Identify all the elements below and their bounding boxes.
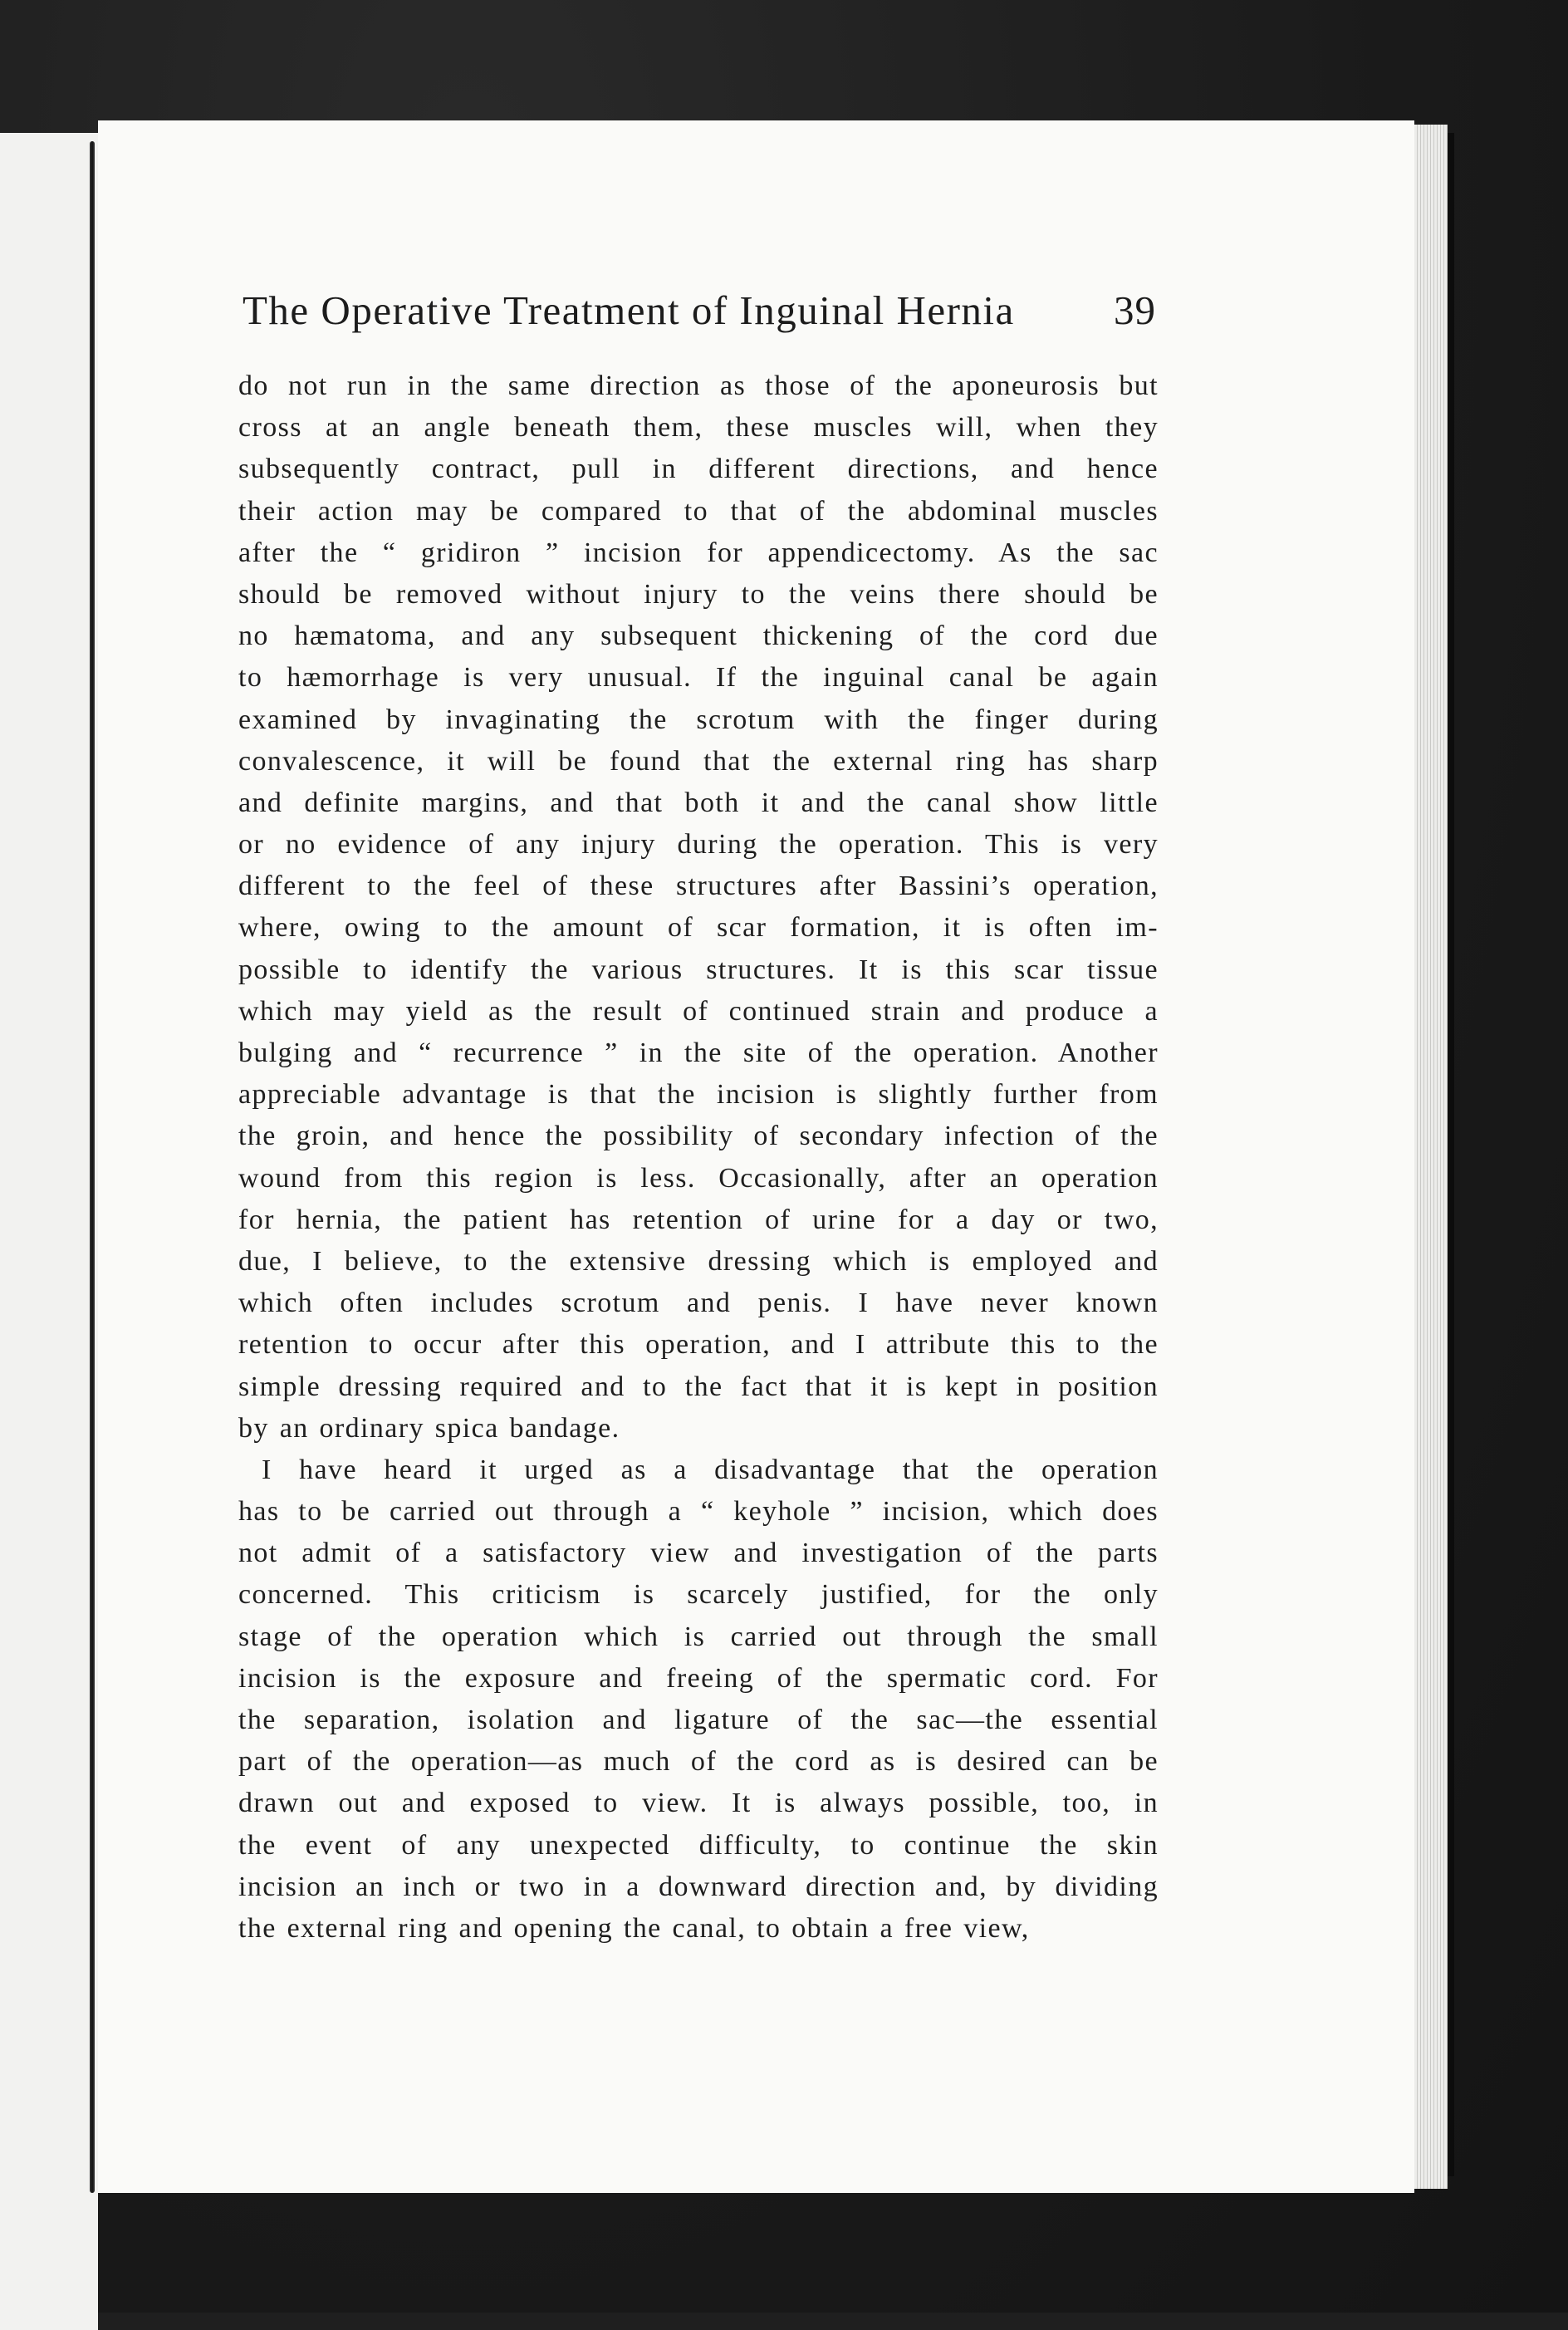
text-line: convalescence, it will be found that the external ring has sharp bbox=[238, 745, 1159, 777]
text-line: part of the operation—as much of the cord as is desired can be bbox=[238, 1746, 1159, 1778]
text-line: or no evidence of any injury during the operation. This is very bbox=[238, 829, 1159, 861]
text-line: I have heard it urged as a disadvantage that the operation bbox=[262, 1454, 1159, 1485]
text-line: has to be carried out through a “ keyhole ” incision, which does bbox=[238, 1496, 1159, 1528]
page-shadow bbox=[1448, 133, 1454, 2176]
running-title: The Operative Treatment of Inguinal Hernia bbox=[243, 287, 1015, 333]
body-text bbox=[238, 365, 1159, 1950]
text-line: possible to identify the various structures. It is this scar tissue bbox=[238, 954, 1159, 985]
paragraph bbox=[238, 1450, 1159, 1950]
page-number: 39 bbox=[1114, 287, 1156, 333]
text-line: concerned. This criticism is scarcely justified, for the only bbox=[238, 1579, 1159, 1611]
text-line: where, owing to the amount of scar formation, it is often im- bbox=[238, 912, 1159, 944]
text-line: the event of any unexpected difficulty, to continue the skin bbox=[238, 1829, 1159, 1861]
text-line: which often includes scrotum and penis. I have never known bbox=[238, 1288, 1159, 1319]
text-line: simple dressing required and to the fact that it is kept in position bbox=[238, 1371, 1159, 1402]
text-line: the external ring and opening the canal, to obtain a free view, bbox=[238, 1912, 1030, 1944]
text-line: and definite margins, and that both it and the canal show little bbox=[238, 787, 1159, 818]
text-line: which may yield as the result of continued strain and produce a bbox=[238, 995, 1159, 1027]
text-line: incision an inch or two in a downward direction and, by dividing bbox=[238, 1871, 1159, 1902]
text-line: stage of the operation which is carried out through the small bbox=[238, 1621, 1159, 1652]
text-line: the groin, and hence the possibility of secondary infection of the bbox=[238, 1121, 1159, 1152]
text-line: drawn out and exposed to view. It is always possible, too, in bbox=[238, 1788, 1159, 1819]
text-line: the separation, isolation and ligature of the sac—the essential bbox=[238, 1705, 1159, 1735]
text-line: their action may be compared to that of the abdominal muscles bbox=[238, 495, 1159, 527]
text-line: after the “ gridiron ” incision for appendicectomy. As the sac bbox=[238, 537, 1159, 568]
text-line: to hæmorrhage is very unusual. If the inguinal canal be again bbox=[238, 662, 1159, 694]
paragraph bbox=[238, 365, 1159, 1450]
text-line: different to the feel of these structures after Bassini’s operation, bbox=[238, 871, 1159, 902]
text-line: bulging and “ recurrence ” in the site of the operation. Another bbox=[238, 1037, 1159, 1068]
text-line: no hæmatoma, and any subsequent thickening of the cord due bbox=[238, 621, 1159, 652]
page-stack-edges bbox=[1414, 125, 1448, 2189]
book-spine-gutter bbox=[90, 141, 95, 2193]
text-line: wound from this region is less. Occasionally, after an operation bbox=[238, 1162, 1159, 1194]
facing-page-edge bbox=[0, 133, 98, 2330]
text-line: by an ordinary spica bandage. bbox=[238, 1412, 620, 1444]
text-line: cross at an angle beneath them, these muscles will, when they bbox=[238, 412, 1159, 444]
text-line: subsequently contract, pull in different directions, and hence bbox=[238, 454, 1159, 485]
text-line: examined by invaginating the scrotum with the finger during bbox=[238, 704, 1159, 735]
text-line: appreciable advantage is that the incision is slightly further from bbox=[238, 1079, 1159, 1111]
running-header bbox=[243, 287, 1156, 353]
text-line: not admit of a satisfactory view and investigation of the parts bbox=[238, 1538, 1159, 1569]
text-line: incision is the exposure and freeing of the spermatic cord. For bbox=[238, 1662, 1159, 1694]
text-line: retention to occur after this operation, and I attribute this to the bbox=[238, 1329, 1159, 1361]
text-line: due, I believe, to the extensive dressing which is employed and bbox=[238, 1245, 1159, 1277]
text-line: do not run in the same direction as those of the aponeurosis but bbox=[238, 370, 1159, 401]
text-line: for hernia, the patient has retention of urine for a day or two, bbox=[238, 1204, 1159, 1235]
text-line: should be removed without injury to the veins there should be bbox=[238, 578, 1159, 610]
